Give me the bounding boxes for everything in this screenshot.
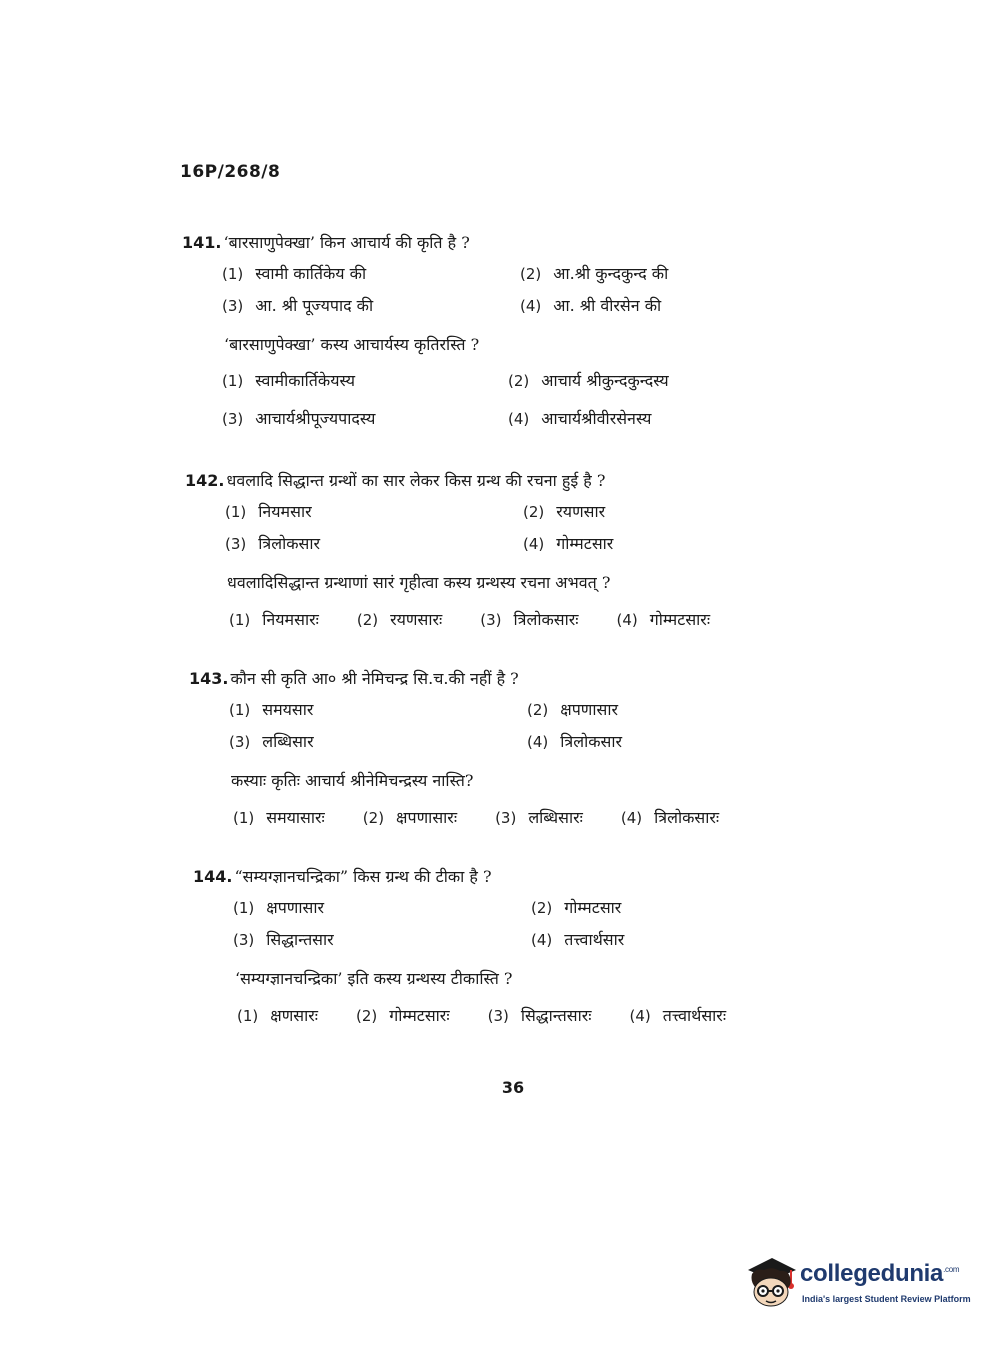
logo-tagline: India's largest Student Review Platform bbox=[802, 1294, 971, 1304]
option-4 bbox=[523, 528, 823, 560]
question-number: 144. bbox=[193, 867, 233, 886]
option-4 bbox=[527, 726, 827, 758]
option-number: (4) bbox=[520, 297, 542, 315]
option-4 bbox=[508, 400, 820, 438]
option-number: (3) bbox=[495, 809, 517, 827]
option-number: (4) bbox=[629, 1007, 651, 1025]
question-number: 142. bbox=[185, 471, 225, 490]
option-3 bbox=[222, 400, 520, 438]
option-2 bbox=[527, 694, 827, 726]
option-text: तत्त्वार्थसार bbox=[564, 930, 625, 949]
logo-brand-suffix: .com bbox=[943, 1265, 960, 1274]
option-1 bbox=[229, 694, 527, 726]
sanskrit-options bbox=[233, 798, 829, 838]
option-number: (1) bbox=[233, 809, 255, 827]
option-number: (2) bbox=[531, 899, 553, 917]
option-2 bbox=[508, 362, 820, 400]
option-text: आचार्य श्रीकुन्दकुन्दस्य bbox=[541, 371, 669, 390]
option-1 bbox=[222, 258, 520, 290]
option-number: (2) bbox=[520, 265, 542, 283]
option-number: (2) bbox=[523, 503, 545, 521]
option-number: (3) bbox=[487, 1007, 509, 1025]
graduate-mascot-icon bbox=[742, 1250, 800, 1312]
sanskrit-options bbox=[222, 362, 822, 438]
question-number: 143. bbox=[189, 669, 229, 688]
logo-brand-name: collegedunia bbox=[800, 1260, 944, 1287]
question-sanskrit-text: ‘सम्यग्ज्ञानचन्द्रिका’ इति कस्य ग्रन्थस्य टीकास्ति ? bbox=[235, 969, 513, 988]
option-text: आ. श्री वीरसेन की bbox=[553, 296, 662, 315]
option-number: (1) bbox=[237, 1007, 259, 1025]
option-1 bbox=[233, 892, 531, 924]
logo-brand-text bbox=[800, 1260, 959, 1288]
option-4 bbox=[630, 996, 727, 1036]
question-hindi-text: ‘बारसाणुपेक्खा’ किन आचार्य की कृति है ? bbox=[223, 233, 470, 252]
option-number: (1) bbox=[222, 372, 244, 390]
option-text: त्रिलोकसार bbox=[560, 732, 623, 751]
option-text: रयणसार bbox=[556, 502, 606, 521]
option-1 bbox=[225, 496, 523, 528]
option-text: नियमसारः bbox=[262, 610, 319, 629]
option-number: (3) bbox=[222, 297, 244, 315]
option-number: (1) bbox=[229, 611, 251, 629]
option-number: (3) bbox=[233, 931, 255, 949]
option-text: स्वामीकार्तिकेयस्य bbox=[255, 371, 355, 390]
option-3 bbox=[480, 600, 578, 640]
option-number: (1) bbox=[229, 701, 251, 719]
option-text: आचार्यश्रीपूज्यपादस्य bbox=[255, 409, 376, 428]
page-number: 36 bbox=[501, 1078, 525, 1097]
option-text: लब्धिसारः bbox=[528, 808, 583, 827]
option-number: (4) bbox=[620, 809, 643, 827]
option-1 bbox=[237, 996, 318, 1036]
option-number: (3) bbox=[225, 535, 247, 553]
option-4 bbox=[531, 924, 831, 956]
sanskrit-options bbox=[237, 996, 833, 1036]
option-text: त्रिलोकसारः bbox=[654, 808, 720, 827]
option-number: (2) bbox=[356, 611, 379, 629]
option-text: गोम्मटसार bbox=[556, 534, 614, 553]
question-144 bbox=[193, 862, 833, 1036]
option-text: तत्त्वार्थसारः bbox=[662, 1006, 727, 1025]
option-text: गोम्मटसारः bbox=[389, 1006, 450, 1025]
option-3 bbox=[225, 528, 523, 560]
option-number: (2) bbox=[527, 701, 549, 719]
option-text: क्षपणासार bbox=[560, 700, 619, 719]
option-text: रयणसारः bbox=[390, 610, 443, 629]
option-2 bbox=[531, 892, 831, 924]
option-3 bbox=[488, 996, 592, 1036]
question-hindi bbox=[182, 228, 822, 258]
option-text: गोम्मटसार bbox=[564, 898, 622, 917]
option-2 bbox=[357, 600, 442, 640]
question-143 bbox=[189, 664, 829, 838]
option-number: (4) bbox=[616, 611, 638, 629]
option-text: समयसार bbox=[262, 700, 314, 719]
question-hindi bbox=[193, 862, 833, 892]
option-2 bbox=[523, 496, 823, 528]
hindi-options bbox=[233, 892, 833, 956]
question-sanskrit-text: धवलादिसिद्धान्त ग्रन्थाणां सारं गृहीत्वा कस्य ग्रन्थस्य रचना अभवत् ? bbox=[227, 573, 611, 592]
option-text: क्षपणासारः bbox=[396, 808, 458, 827]
option-text: आचार्यश्रीवीरसेनस्य bbox=[541, 409, 652, 428]
option-text: गोम्मटसारः bbox=[649, 610, 711, 629]
option-text: सिद्धान्तसार bbox=[266, 930, 334, 949]
option-3 bbox=[233, 924, 531, 956]
sanskrit-options bbox=[229, 600, 825, 640]
option-number: (4) bbox=[508, 410, 530, 428]
option-2 bbox=[520, 258, 820, 290]
option-1 bbox=[222, 362, 520, 400]
option-number: (1) bbox=[225, 503, 247, 521]
option-text: लब्धिसार bbox=[262, 732, 314, 751]
option-1 bbox=[233, 798, 325, 838]
option-3 bbox=[495, 798, 583, 838]
option-text: स्वामी कार्तिकेय की bbox=[255, 264, 367, 283]
question-sanskrit-text: ‘बारसाणुपेक्खा’ कस्य आचार्यस्य कृतिरस्ति ? bbox=[224, 335, 480, 354]
option-1 bbox=[229, 600, 319, 640]
option-number: (1) bbox=[233, 899, 255, 917]
option-3 bbox=[222, 290, 520, 322]
option-text: नियमसार bbox=[258, 502, 312, 521]
hindi-options bbox=[222, 258, 822, 322]
option-number: (3) bbox=[229, 733, 251, 751]
option-4 bbox=[520, 290, 820, 322]
option-text: आ.श्री कुन्दकुन्द की bbox=[553, 264, 669, 283]
question-142 bbox=[185, 466, 825, 640]
option-text: त्रिलोकसारः bbox=[513, 610, 579, 629]
question-hindi bbox=[189, 664, 829, 694]
option-number: (4) bbox=[531, 931, 553, 949]
question-141 bbox=[182, 228, 822, 438]
option-number: (4) bbox=[527, 733, 549, 751]
collegedunia-logo[interactable] bbox=[742, 1250, 972, 1320]
question-sanskrit-text: कस्याः कृतिः आचार्य श्रीनेमिचन्द्रस्य नास्ति? bbox=[231, 771, 474, 790]
option-3 bbox=[229, 726, 527, 758]
hindi-options bbox=[229, 694, 829, 758]
question-hindi-text: धवलादि सिद्धान्त ग्रन्थों का सार लेकर किस ग्रन्थ की रचना हुई है ? bbox=[226, 471, 606, 490]
option-number: (1) bbox=[222, 265, 244, 283]
option-number: (2) bbox=[362, 809, 385, 827]
option-text: क्षणसारः bbox=[270, 1006, 319, 1025]
option-text: आ. श्री पूज्यपाद की bbox=[255, 296, 374, 315]
option-number: (3) bbox=[480, 611, 502, 629]
option-text: क्षपणासार bbox=[266, 898, 325, 917]
question-number: 141. bbox=[182, 233, 222, 252]
question-hindi-text: “सम्यग्ज्ञानचन्द्रिका” किस ग्रन्थ की टीका है ? bbox=[234, 867, 492, 886]
question-hindi bbox=[185, 466, 825, 496]
option-number: (2) bbox=[356, 1007, 378, 1025]
option-text: समयासारः bbox=[266, 808, 325, 827]
option-2 bbox=[356, 996, 450, 1036]
option-text: सिद्धान्तसारः bbox=[520, 1006, 592, 1025]
option-2 bbox=[363, 798, 457, 838]
option-4 bbox=[617, 600, 711, 640]
option-4 bbox=[621, 798, 719, 838]
question-hindi-text: कौन सी कृति आ० श्री नेमिचन्द्र सि.च.की नहीं है ? bbox=[230, 669, 519, 688]
option-number: (4) bbox=[523, 535, 545, 553]
option-number: (3) bbox=[222, 410, 244, 428]
paper-code: 16P/268/8 bbox=[180, 162, 281, 182]
hindi-options bbox=[225, 496, 825, 560]
option-text: त्रिलोकसार bbox=[258, 534, 321, 553]
option-number: (2) bbox=[508, 372, 530, 390]
